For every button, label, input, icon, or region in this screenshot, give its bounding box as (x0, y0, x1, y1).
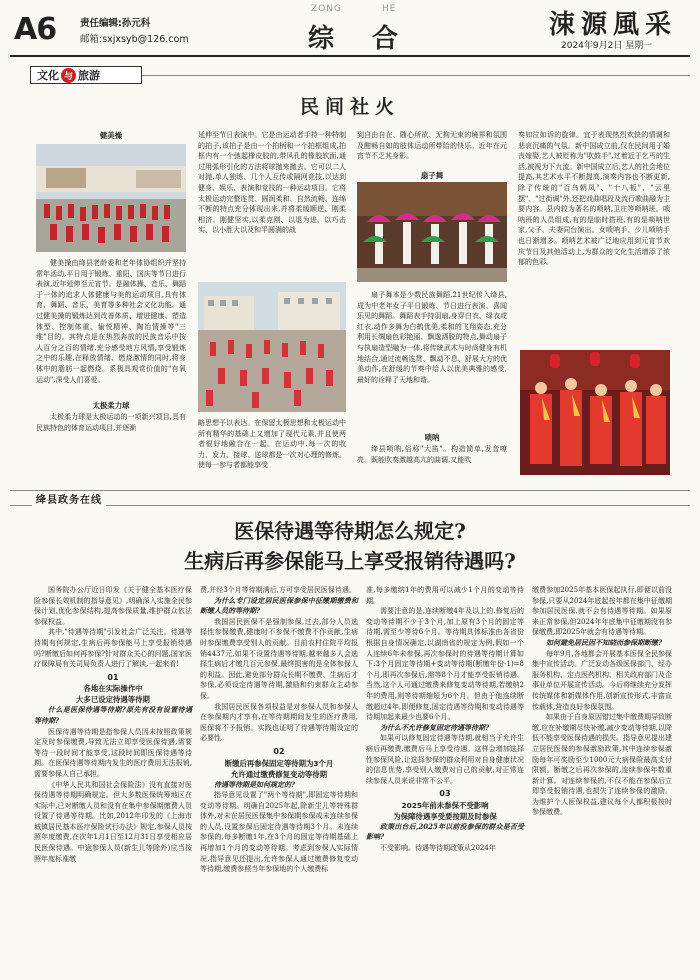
fan-dance-paragraph: 扇子舞本是少数民族舞蹈,21世纪传入绛县,成为中老年女子平日锻炼、节日进行表演、喜闻乐见的舞蹈。舞蹈表手持羽扇,身穿白衣、绿衣或红衣,动作多舞为白鹤优美,柔和的飞翔姿态,充分利用长绸扇色彩艳丽、飘逸洒脱的特点,舞动扇子与执扇造型融为一体,将传统武术与时尚健身有机地结合,通过流畅连贯、飘动不息、舒展大方的优美动作,在舒缓的节奏中给人以优美典雅的感受,最好的诠释了天地和谐。 (357, 291, 507, 384)
section-03-headline-1: 2025年前未参保不受影响 (401, 800, 489, 810)
caption-taiji: 太极柔力球 (92, 401, 130, 410)
taiji-conclusion: 略思想予以表达。在保留太极思想和太极运动中所有精华的基础上又增加了现代元素,并且使两者很好地融合在一起。在运动中,每一次的收力、发力、接球、送球都是一次对心理的修炼。使每一参与者都能享受 (198, 419, 346, 470)
section-01-number: 01 (107, 672, 119, 682)
culture-col2-text-b (198, 418, 346, 471)
caption-fitness: 健美操 (99, 131, 123, 140)
policy-col2 (200, 585, 358, 875)
answer-4: 如果可以修复固定待遇等待期,就相当于允许生病后再缴费,缴费后马上享受待遇。这样会增加选择性参保风险,让选择参保的群众利用对自身健康状况的信息优势,享受别人缴费对自己的贡献,对正常连续参保人员来说非常不公平。 (366, 734, 524, 785)
answer-3: 指导意见设置了"两个等待期",即固定等待期和变动等待期。明确自2025年起,除新生儿等特殊群体外,对未在居民医保集中参保期参保或未连续参保的人员,设置参保后固定待遇等待期3个月。未连续参保的,每多断缴1年,在3个月的固定等待期基础上再增加1个月的变动等待期。考虑到参保人实际情况,指导意见还提出,允许参保人通过缴费修复变动等待期,缴费参照当年参保地的个人缴费标 (200, 791, 358, 874)
issue-date: 2024年9月2日 星期一 (561, 41, 653, 51)
fitness-photo-illustration (36, 144, 186, 252)
question-5: 政策出台后,2025年以前没参保的群众是否受影响? (366, 821, 524, 842)
fitness-paragraph: 健美操由绛县老龄委和老年体协组织并坚持常年活动,平日用于锻炼、重阳、国庆等节日进行表演,近年延伸至元宵节。是融体操、音乐、舞蹈于一体的追求人体健康与美的运动项目,具有体育、舞蹈、音乐、美育等多种社会文化功能。通过健美操的锻炼达到改善体质、增进健康、塑造体型、控制体重、愉悦精神、陶冶情操等"三维"目的。其特点是在热烈奔放的民族音乐中按人百分之百的情绪,充分感受地方风情,享受锻炼之中的乐趣,在释放情绪、燃烧激情的同时,将身体中的脂肪一起燃烧。系极具观赏价值的"有氧运动",深受人们喜爱。 (36, 259, 186, 384)
answer-1c: 费,并经3个月等待期满后,方可享受居民医保待遇。 (200, 586, 356, 594)
caption-suona: 唢呐 (424, 433, 440, 442)
culture-col1-text (36, 258, 186, 385)
question-4: 为什么不允许修复固定待遇等待期? (380, 722, 490, 732)
brand-name: 涑源風采 (549, 10, 678, 40)
suona-paragraph: 绛县唢呐,俗称"大笛"。构造简单,发音嘹亮。既能吹奏激越高亢的曲调,又能吹 (357, 445, 507, 464)
taiji-photo-illustration (198, 282, 346, 412)
culture-col2-text (198, 130, 346, 236)
section-char-left: 综 (308, 24, 335, 54)
culture-top-rule (142, 75, 690, 76)
policy-section-bar (10, 490, 690, 506)
question-3: 待遇等待期是如何规定的? (214, 779, 296, 789)
culture-col3-text (357, 290, 507, 385)
answer-3c: 需要注意的是,连续断缴4年及以上的,修复后的变动等待期不少于3个月,加上原有3个月的固定等待期,需至少等待6个月。等待期具体标准由各省份根据自身情况确定,以湖南省的规定为例,假如一个人连续6年未参保,再次参保时的待遇等待期计算如下:3个月固定等待期+变动等待期(断缴年份-1)=8个月,即再次参保后,需等8个月才能享受报销待遇。当然,这个人可通过缴费来修复变动等待期,若缴纳2年的费用,则等待期缩短为6个月。但由于他连续断缴超过4年,即便修复,固定待遇等待期和变动待遇等待期加起来最少也要6个月。 (366, 607, 524, 722)
section-pinyin-right: HE (382, 4, 397, 14)
photo-taiji (198, 282, 346, 412)
policy-col4 (532, 585, 672, 818)
policy-title-line1: 医保待遇等待期怎么规定? (234, 519, 466, 543)
taiji-end: 到自由自在、随心所欲、无拘无束的境界和氛围及酣畅自如的肢体运动所带给的快乐。近年在元宵节不乏其身影。 (357, 131, 507, 161)
culture-col3-top (357, 130, 507, 162)
policy-section-tag: 绛县政务在线 (32, 491, 106, 506)
editor-credit: 责任编辑:孙元科 (80, 18, 151, 29)
section-02-headline-1: 断缴后再参保固定等待期为3个月 (224, 758, 334, 768)
section-02-headline-2: 允许通过缴费修复变动等待期 (230, 769, 328, 779)
question-2: 为什么专门设定居民医保参保中征缴期缴费和断缴人员的等待期? (200, 595, 358, 616)
section-char-right: 合 (372, 24, 399, 54)
page-number: A6 (14, 12, 57, 47)
answer-6a: 每年9月,各地都会开展基本医保全民参保集中宣传活动。广泛发动各级医保部门、经办服务机构、定点医药机构、相关政府部门及企事业单位开展宣传活动。今后将继续充分发挥传统媒体和新媒体作用,创新宣传形式,丰富宣传载体,营造良好参保氛围。 (532, 649, 672, 711)
policy-col1 (34, 585, 192, 864)
section-pinyin-left: ZONG (311, 4, 342, 14)
taiji-continued: 延伸至节日表演中。它是由运动者手持一种特制的拍子,该拍子是由一个拍柄和一个拍框组成,拍框内有一个弛起橡皮胶的,带风孔的橡胶软面,通过用弧形引化的方法将球抛来抛去。它可以二人对抛,单人独练、几个人互传或隔网竞技,以达到健身、娱乐、表演和竞技的一种运动项目。它将太极运动完整连贯、圆润柔和、自然流畅、连绵不断的特点充分体现出来,并将柔缓顺逆、刚柔相济、刚健坚实,以柔克刚、以退为进、以巧击实、以小胜大以及和平圆满的战 (198, 131, 346, 235)
culture-tag-c: 旅游 (78, 69, 100, 82)
answer-1b: 《中华人民共和国社会保险法》没有直接对医保待遇等待期明确规定。但大多数医保统筹地区在实际中,已对断缴人员和没有在集中参保期缴费人员设置了待遇等待期。比如,2012年印发的《上海市城镇居民基本医疗保险试行办法》规定,参保人员按照年度缴费,在次年1月1日至12月31日享受相应居民医保待遇。中途参保人员(新生儿等除外)应当按照年度标准缴 (34, 780, 192, 863)
culture-tag (30, 66, 142, 84)
photo-fan-dance (357, 182, 507, 282)
masthead (0, 0, 700, 66)
photo-fitness (36, 144, 186, 252)
culture-tag-a: 文化 (37, 69, 59, 82)
answer-5b: 缴费参加2025年基本医保起执行,即便以前没参保,只要从2024年底起按年都在集中征缴期参加居民医保,就不会有待遇等待期。如果原来正常参保,但2024年年底集中征缴期没有参保缴费,即2025年就会有待遇等待期。 (532, 586, 672, 637)
answer-6b: 如果由于自身原因错过集中缴费期导致断缴,应在补缴期尽快补缴,减少变动等待期,以降低不能享受医保待遇的损失。指导意见提出建立居民医保的参保激励政策,其中连续参保激励每年可奖励至少1000元大病保险最高支付限额。断缴之后再次参保的,连续参保年数重新计算。对连续参保的,不仅不能在参保后立即享受报销待遇,也损失了连续参保的激励。为维护个人医保权益,建议每个人都积极按时参保缴费。 (532, 713, 672, 817)
section-01-headline-1: 各地在实际操作中 (83, 684, 143, 694)
answer-5a: 不受影响。待遇等待期政策从2024年 (380, 844, 496, 853)
section-02-number: 02 (273, 746, 285, 756)
culture-title: 民间社火 (299, 96, 400, 118)
editor-email: 邮箱:sxjxsyb@126.com (80, 34, 189, 45)
caption-fan-dance: 扇子舞 (420, 171, 444, 180)
culture-col1-text-b (36, 412, 186, 433)
fan-dance-illustration (357, 182, 507, 282)
culture-tag-b: 与 (61, 68, 76, 83)
answer-2b: 我国居民医保各项权益是对参保人员和参保人在参保期内才享有,在等待期期间发生的医疗费用,医保将不予报销。实践也证明了待遇等待期设定的必要性。 (200, 702, 358, 743)
question-1: 什么是医保待遇等待期?原先有没有设置待遇等待期? (34, 705, 192, 725)
section-01-headline-2: 大多已设定待遇等待期 (76, 695, 150, 705)
culture-col4-text (518, 130, 670, 268)
answer-3b: 准,每多缴纳1年的费用可以减少1个月的变动等待期。 (366, 586, 524, 605)
taiji-paragraph: 太极柔力球是太极运动的一项新兴项目,具有民族特色的体育运动项目,并逐渐 (36, 413, 186, 432)
answer-1a: 医保待遇等待期是指参保人员因未按照政策规定及时参保缴费,导致无法立即享受医保待遇,需要等待一段时间才能享受,这段时间即医保待遇等待期。在医保待遇等待期内发生的医疗费用无法报销,需要参保人自己承担。 (34, 727, 192, 778)
section-03-headline-2: 为保障待遇享受要按期及时参保 (393, 811, 497, 821)
suona-illustration (520, 350, 670, 475)
policy-title-line2: 生病后再参保能马上享受报销待遇吗? (184, 549, 516, 573)
section-03-number: 03 (439, 789, 451, 799)
policy-col3 (366, 585, 524, 854)
answer-2a: 我国居民医保不是强制参保,过去,部分人员选择性参保缴费,健康时不参保不缴费不作贡献,生病时参保缴费享受别人的贡献。目前农村住院平均报销4437元,如果不设置待遇等待期,越来越多人会选择生病后才缴几百元参保,最终损害的是全体参保人的利益。因此,避免部分群众长期不缴费、生病后才参保,必须设定待遇等待期,激励和约束群众主动参保。 (200, 617, 358, 700)
suona-continued: 奏如泣如诉的旋律。宜于表现热烈欢快的情调和悲哀沉痛的气氛。新中国成立前,仅在民间用于婚丧嫁娶,艺人被贬称为"吹鼓手",过着近于乞丐的生活,被视为下九流。新中国成立后,艺人的社会地位提高,其艺术水平不断提高,演奏内容也不断更新,除了传统的"百鸟朝凤"、"十八板"、"云里摆"、"过街调"外,还把戏曲唱段及流行歌曲融为主要内容。县内较为著名的唢呐,卫庄等唢呐班。唢呐班的人员组成,有的是临时搭班,有的是唢呐世家,父子、夫妻同台演出。女唢呐手、少儿唢呐手也日渐增多。唢呐艺术被广泛地应用到元宵节欢庆节日及其他活动上,为群众的文化生活增添了浓郁的色彩。 (518, 131, 670, 267)
intro-paragraph-1: 国务院办公厅近日印发《关于健全基本医疗保险参保长效机制的指导意见》,明确深入实施全民参保计划,优化参保结构,提高参保质量,维护群众依法参保权益。 (34, 586, 192, 626)
question-6: 如何避免居民因不知晓而参保期断缴? (546, 637, 663, 647)
header-rule (10, 55, 690, 57)
intro-paragraph-2: 其中,"待遇等待期"引发社会广泛关注。待遇等待期有何规定,生病后再参保能马上享受报销待遇吗?断缴后如何再参保?针对群众关心的问题,国家医疗保障局有关司局负责人进行了解读,一起来看! (34, 628, 192, 669)
culture-col3-text-b (357, 444, 507, 465)
photo-suona (520, 350, 670, 475)
